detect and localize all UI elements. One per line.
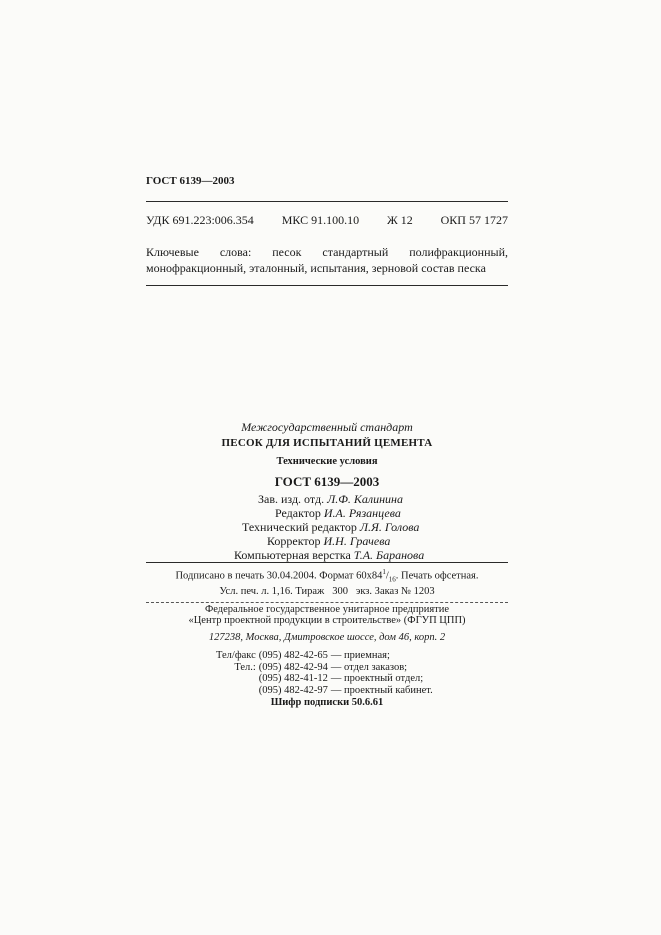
phone-row [216,662,436,674]
phone-row [216,650,436,662]
standard-title: ПЕСОК ДЛЯ ИСПЫТАНИЙ ЦЕМЕНТА [221,437,433,449]
print-circulation-line [146,586,508,597]
divider-imprint [146,562,508,563]
staff-list [232,492,432,562]
phone-number: (095) 482-42-65 [258,650,328,661]
print-circulation: 300 [332,586,348,597]
okp-code: ОКП 57 1727 [440,213,508,227]
staff-name: Т.А. Баранова [353,548,425,562]
phone-label [216,685,259,697]
udk-code: УДК 691.223:006.354 [146,213,254,227]
group-code: Ж 12 [386,213,413,227]
divider-publisher [146,602,508,603]
staff-row [232,506,432,520]
print-signed-line: Подписано в печать 30.04.2004. Формат $60х84^1/_{16}$. Печать офсетная. [175,568,479,584]
standard-subtitle: Технические условия [276,456,378,467]
classification-row [146,213,508,228]
phone-number: (095) 482-42-94 [258,661,328,673]
keywords-text: Ключевые слова: песок стандартный полифракционный, монофракционный, эталонный, испытания, зерновой состав песка [146,245,508,275]
publisher-address: 127238, Москва, Дмитровское шоссе, дом 46, корп. 2 [208,632,446,643]
format-sup: 1 [382,568,386,576]
phone-row [216,673,436,685]
print-sheets: Усл. печ. л. 1,16. Тираж [219,586,325,597]
staff-role: Корректор [267,534,321,548]
divider-top [146,201,508,202]
phone-label: Тел/факс [216,650,256,661]
phone-number: (095) 482-42-97 [258,684,328,696]
staff-role: Компьютерная верстка [234,548,351,562]
phone-desc: — отдел заказов; [330,661,408,673]
staff-row [232,548,432,562]
print-type: . Печать офсетная. [395,570,479,582]
format-sub: 16 [388,575,396,584]
phone-desc: — проектный отдел; [330,673,424,684]
staff-row [232,520,432,534]
standard-kind: Межгосударственный стандарт [241,420,413,434]
print-signed: Подписано в печать 30.04.2004. Формат 60х84 [175,570,383,582]
mks-code: МКС 91.100.10 [281,213,360,227]
phone-label: Тел.: [234,661,256,673]
staff-row [232,534,432,548]
staff-name: И.А. Рязанцева [323,506,401,520]
subscription-cipher: Шифр подписки 50.6.61 [270,697,384,708]
staff-name: Л.Я. Голова [359,520,420,534]
publisher-name: Федеральное государственное унитарное предприятие [204,604,450,615]
phone-desc: — приемная; [330,650,390,661]
phone-label [216,673,259,685]
staff-name: Л.Ф. Калинина [327,492,403,506]
staff-role: Зав. изд. отд. [258,492,325,506]
phone-desc: — проектный кабинет. [330,684,433,696]
divider-keywords [146,285,508,286]
staff-name: И.Н. Грачева [323,534,391,548]
print-order: экз. Заказ № 1203 [355,586,435,597]
standard-code: ГОСТ 6139—2003 [274,474,380,489]
phone-number: (095) 482-41-12 [258,673,328,684]
staff-role: Редактор [275,506,321,520]
document-code: ГОСТ 6139—2003 [146,175,235,187]
staff-role: Технический редактор [242,520,357,534]
phone-list [216,650,436,696]
publisher-name-2: «Центр проектной продукции в строительстве» (ФГУП ЦПП) [188,615,466,626]
phone-row [216,685,436,697]
staff-row [232,492,432,506]
